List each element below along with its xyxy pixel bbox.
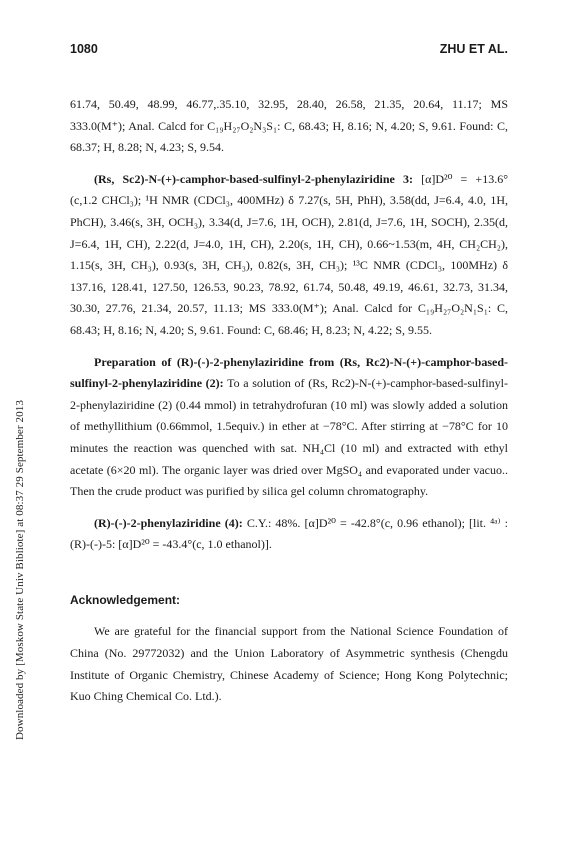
article-body [70,94,508,708]
compound-3-paragraph [70,169,508,342]
running-head: ZHU ET AL. [439,42,508,56]
preparation-title: Preparation of (R)-(-)-2-phenylaziridine from (Rs, Rc2)-N-(+)-camphor-based-sulfinyl-2-phenylaziridine (2): [70,354,508,391]
acknowledgement-text: We are grateful for the financial support from the National Science Foundation of China (No. 29772032) and the Union Laboratory of Asymmetric synthesis (Chengdu Institute of Organic Chemistry, Chinese Academy of Science; Hong Kong Polytechnic; Kuo Ching Chemical Co. Ltd.). [70,624,508,704]
download-watermark [14,60,28,740]
page-header [70,42,508,58]
download-watermark-text: Downloaded by [Moskow State Univ Bibliote] at 08:37 29 September 2013 [14,400,26,740]
compound-4-data: C.Y.: 48%. [α]D²⁰ = -42.8°(c, 0.96 ethanol); [lit. ⁴ᵃ⁾ : (R)-(-)-5: [α]D²⁰ = -43.4°(c, 1.0 ethanol)]. [70,515,508,552]
compound-4-title: (R)-(-)-2-phenylaziridine (4): [94,515,243,530]
compound-3-data: [α]D²⁰ = +13.6°(c,1.2 CHCl₃); ¹H NMR (CDCl₃, 400MHz) δ 7.27(s, 5H, PhH), 3.58(dd, J=6.4, 4.0, 1H, PhCH), 3.46(s, 3H, OCH₃), 3.34(d, J=7.6, 1H, OCH), 2.81(d, J=7.6, 1H, SOCH), 2.35(d, J=6.4, 1H, CH), 2.22(d, J=4.0, 1H, CH), 2.20(s, 1H, CH), 0.66~1.53(m, 4H, CH₂CH₂), 1.15(s, 3H, CH₃), 0.93(s, 3H, CH₃), 0.82(s, 3H, CH₃); ¹³C NMR (CDCl₃, 100MHz) δ 137.16, 128.41, 127.50, 126.53, 90.23, 78.92, 61.74, 50.48, 49.19, 46.61, 32.73, 31.34, 30.30, 27.76, 21.34, 20.57, 11.13; MS 333.0(M⁺); Anal. Calcd for C₁₉H₂₇O₂N₁S₁: C, 68.43; H, 8.16; N, 4.20; S, 9.61. Found: C, 68.46; H, 8.23; N, 4.22; S, 9.55. [70,171,508,337]
acknowledgement-heading: Acknowledgement: [70,592,181,607]
preparation-text: To a solution of (Rs, Rc2)-N-(+)-camphor-based-sulfinyl-2-phenylaziridine (2) (0.44 mmol) in tetrahydrofuran (10 ml) was slowly added a solution of methyllithium (0.66mmol, 1.5equiv.) in ether at −78°C. After stirring at −78°C for 10 minutes the reaction was quenched with sat. NH₄Cl (10 ml) and extracted with ethyl acetate (6×20 ml). The organic layer was dried over MgSO₄ and evaporated under vacuo.. Then the crude product was purified by silica gel column chromatography. [70,376,508,499]
page-number: 1080 [70,42,98,56]
compound-4-paragraph [70,513,508,556]
preparation-paragraph [70,352,508,503]
compound-3-title: (Rs, Sc2)-N-(+)-camphor-based-sulfinyl-2-phenylaziridine 3: [94,171,413,186]
spectral-data-paragraph: 61.74, 50.49, 48.99, 46.77,.35.10, 32.95, 28.40, 26.58, 21.35, 20.64, 11.17; MS 333.0(M⁺); Anal. Calcd for C₁₉H₂₇O₂N₃S₁: C, 68.43; H, 8.16; N, 4.20; S, 9.61. Found: C, 68.37; H, 8.28; N, 4.23; S, 9.54. [70,97,508,155]
